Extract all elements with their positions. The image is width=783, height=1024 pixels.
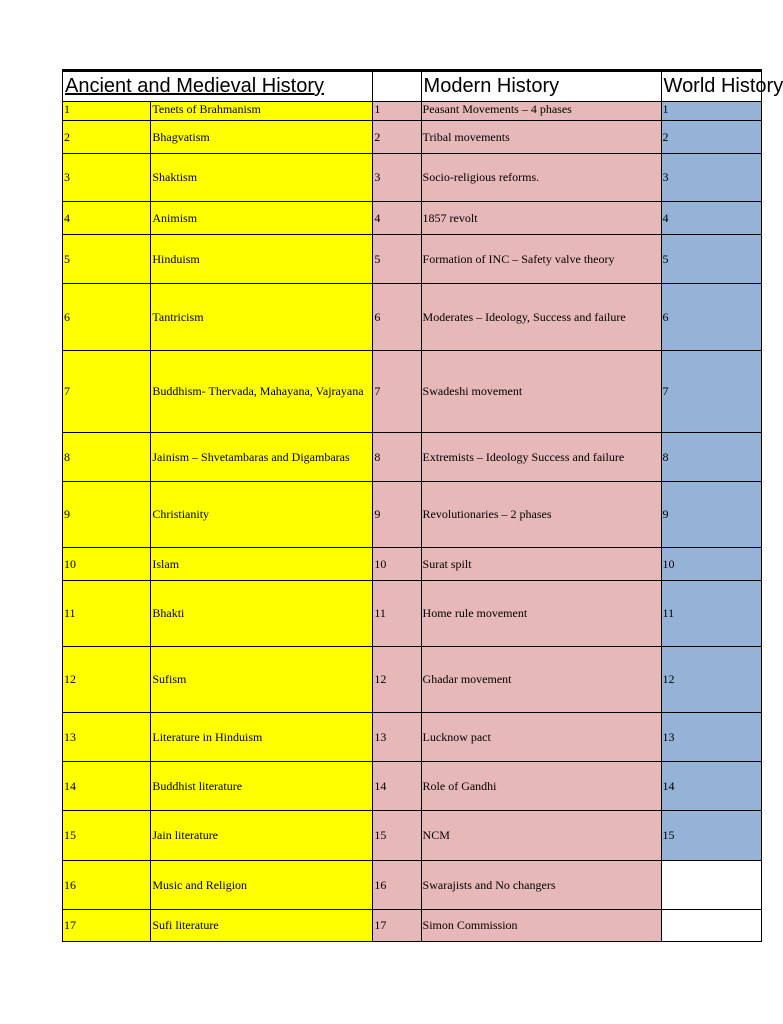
world-number-cell[interactable]	[661, 861, 761, 910]
modern-number-cell[interactable]: 15	[373, 811, 421, 861]
world-number-cell[interactable]: 3	[661, 154, 761, 202]
modern-topic-cell[interactable]: Simon Commission	[421, 910, 661, 942]
modern-number-cell[interactable]: 10	[373, 548, 421, 581]
table-row	[63, 811, 762, 861]
world-number-cell[interactable]: 6	[661, 284, 761, 351]
ancient-topic-cell[interactable]: Shaktism	[151, 154, 373, 202]
modern-number-cell[interactable]: 9	[373, 482, 421, 548]
modern-topic-cell[interactable]: Extremists – Ideology Success and failure	[421, 433, 661, 482]
ancient-number-cell[interactable]: 13	[63, 713, 151, 762]
table-row	[63, 351, 762, 433]
ancient-number-cell[interactable]: 9	[63, 482, 151, 548]
ancient-topic-cell[interactable]: Animism	[151, 202, 373, 235]
header-blank[interactable]	[373, 71, 421, 102]
table-row	[63, 235, 762, 284]
world-number-cell[interactable]: 9	[661, 482, 761, 548]
modern-number-cell[interactable]: 2	[373, 121, 421, 154]
world-number-cell[interactable]: 14	[661, 762, 761, 811]
world-number-cell[interactable]: 7	[661, 351, 761, 433]
ancient-number-cell[interactable]: 2	[63, 121, 151, 154]
ancient-topic-cell[interactable]: Buddhism- Thervada, Mahayana, Vajrayana	[151, 351, 373, 433]
modern-topic-cell[interactable]: Moderates – Ideology, Success and failure	[421, 284, 661, 351]
modern-number-cell[interactable]: 1	[373, 102, 421, 121]
ancient-topic-cell[interactable]: Bhagvatism	[151, 121, 373, 154]
world-number-cell[interactable]: 2	[661, 121, 761, 154]
ancient-number-cell[interactable]: 11	[63, 581, 151, 647]
modern-topic-cell[interactable]: Lucknow pact	[421, 713, 661, 762]
ancient-topic-cell[interactable]: Sufism	[151, 647, 373, 713]
world-number-cell[interactable]: 15	[661, 811, 761, 861]
ancient-topic-cell[interactable]: Hinduism	[151, 235, 373, 284]
world-number-cell[interactable]: 11	[661, 581, 761, 647]
header-modern[interactable]: Modern History	[421, 71, 661, 102]
history-table	[62, 69, 783, 942]
modern-topic-cell[interactable]: Role of Gandhi	[421, 762, 661, 811]
ancient-number-cell[interactable]: 10	[63, 548, 151, 581]
table-row	[63, 433, 762, 482]
modern-topic-cell[interactable]: NCM	[421, 811, 661, 861]
world-number-cell[interactable]: 4	[661, 202, 761, 235]
ancient-topic-cell[interactable]: Buddhist literature	[151, 762, 373, 811]
ancient-number-cell[interactable]: 3	[63, 154, 151, 202]
ancient-topic-cell[interactable]: Jainism – Shvetambaras and Digambaras	[151, 433, 373, 482]
modern-topic-cell[interactable]: Formation of INC – Safety valve theory	[421, 235, 661, 284]
ancient-number-cell[interactable]: 16	[63, 861, 151, 910]
modern-number-cell[interactable]: 3	[373, 154, 421, 202]
world-number-cell[interactable]: 10	[661, 548, 761, 581]
ancient-topic-cell[interactable]: Sufi literature	[151, 910, 373, 942]
modern-number-cell[interactable]: 5	[373, 235, 421, 284]
ancient-number-cell[interactable]: 6	[63, 284, 151, 351]
world-number-cell[interactable]: 12	[661, 647, 761, 713]
ancient-number-cell[interactable]: 12	[63, 647, 151, 713]
ancient-number-cell[interactable]: 5	[63, 235, 151, 284]
modern-number-cell[interactable]: 11	[373, 581, 421, 647]
table-row	[63, 482, 762, 548]
modern-number-cell[interactable]: 14	[373, 762, 421, 811]
modern-topic-cell[interactable]: Surat spilt	[421, 548, 661, 581]
ancient-topic-cell[interactable]: Music and Religion	[151, 861, 373, 910]
ancient-number-cell[interactable]: 4	[63, 202, 151, 235]
ancient-topic-cell[interactable]: Tantricism	[151, 284, 373, 351]
ancient-topic-cell[interactable]: Christianity	[151, 482, 373, 548]
table-row	[63, 202, 762, 235]
table-row	[63, 121, 762, 154]
modern-topic-cell[interactable]: Socio-religious reforms.	[421, 154, 661, 202]
table-row	[63, 762, 762, 811]
modern-number-cell[interactable]: 13	[373, 713, 421, 762]
modern-number-cell[interactable]: 4	[373, 202, 421, 235]
ancient-number-cell[interactable]: 8	[63, 433, 151, 482]
header-row	[63, 71, 762, 102]
ancient-topic-cell[interactable]: Literature in Hinduism	[151, 713, 373, 762]
world-number-cell[interactable]	[661, 910, 761, 942]
modern-topic-cell[interactable]: Ghadar movement	[421, 647, 661, 713]
ancient-number-cell[interactable]: 17	[63, 910, 151, 942]
world-number-cell[interactable]: 13	[661, 713, 761, 762]
table-row	[63, 581, 762, 647]
ancient-number-cell[interactable]: 15	[63, 811, 151, 861]
modern-topic-cell[interactable]: 1857 revolt	[421, 202, 661, 235]
ancient-number-cell[interactable]: 1	[63, 102, 151, 121]
header-world[interactable]: World History	[661, 71, 761, 102]
modern-topic-cell[interactable]: Swadeshi movement	[421, 351, 661, 433]
modern-topic-cell[interactable]: Tribal movements	[421, 121, 661, 154]
modern-number-cell[interactable]: 6	[373, 284, 421, 351]
modern-number-cell[interactable]: 16	[373, 861, 421, 910]
table-row	[63, 647, 762, 713]
table-row	[63, 861, 762, 910]
modern-topic-cell[interactable]: Peasant Movements – 4 phases	[421, 102, 661, 121]
ancient-number-cell[interactable]: 7	[63, 351, 151, 433]
table-row	[63, 102, 762, 121]
ancient-topic-cell[interactable]: Tenets of Brahmanism	[151, 102, 373, 121]
world-number-cell[interactable]: 1	[661, 102, 761, 121]
ancient-topic-cell[interactable]: Jain literature	[151, 811, 373, 861]
table-row	[63, 284, 762, 351]
modern-topic-cell[interactable]: Home rule movement	[421, 581, 661, 647]
header-ancient[interactable]: Ancient and Medieval History	[63, 71, 373, 102]
modern-topic-cell[interactable]: Swarajists and No changers	[421, 861, 661, 910]
table-row	[63, 713, 762, 762]
ancient-number-cell[interactable]: 14	[63, 762, 151, 811]
modern-topic-cell[interactable]: Revolutionaries – 2 phases	[421, 482, 661, 548]
modern-number-cell[interactable]: 17	[373, 910, 421, 942]
spreadsheet	[62, 69, 783, 942]
table-row	[63, 910, 762, 942]
modern-number-cell[interactable]: 8	[373, 433, 421, 482]
table-row	[63, 154, 762, 202]
ancient-topic-cell[interactable]: Bhakti	[151, 581, 373, 647]
ancient-topic-cell[interactable]: Islam	[151, 548, 373, 581]
table-row	[63, 548, 762, 581]
modern-number-cell[interactable]: 7	[373, 351, 421, 433]
world-number-cell[interactable]: 5	[661, 235, 761, 284]
modern-number-cell[interactable]: 12	[373, 647, 421, 713]
world-number-cell[interactable]: 8	[661, 433, 761, 482]
